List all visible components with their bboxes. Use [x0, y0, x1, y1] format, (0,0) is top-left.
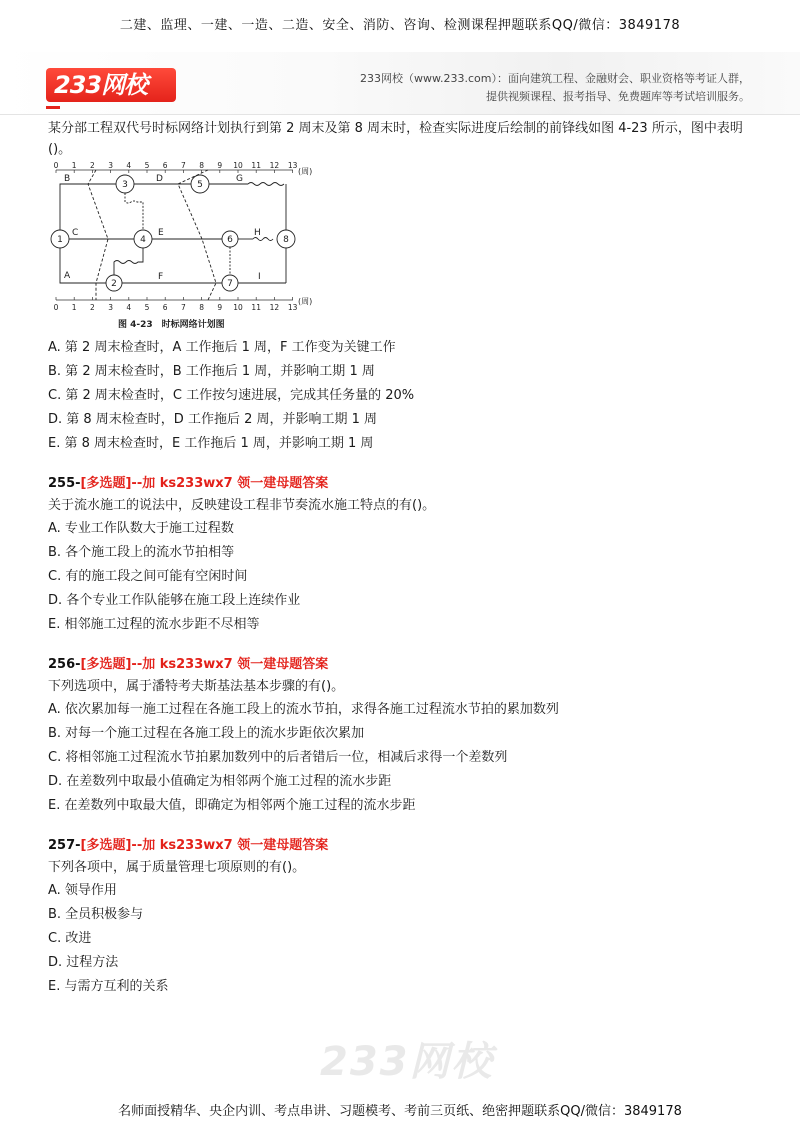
activity-g: G: [236, 174, 243, 184]
node-6: 6: [227, 235, 233, 245]
option-a: A. 领导作用: [48, 883, 117, 898]
axis-tick-label: 8: [199, 303, 204, 312]
figure-caption: 图 4-23 时标网络计划图: [118, 320, 225, 330]
node-1: 1: [57, 235, 63, 245]
logo-text: 233网校: [46, 68, 176, 102]
activity-c: C: [72, 228, 79, 238]
axis-tick-label: 5: [144, 303, 150, 312]
question-tag: [多选题]--加 ks233wx7 领一建母题答案: [80, 476, 329, 491]
logo: [46, 68, 182, 108]
time-scaled-network-svg: [48, 162, 318, 332]
question-255: [48, 473, 760, 637]
node-4: 4: [140, 235, 146, 245]
question-254: [48, 118, 760, 456]
axis-tick-label: 4: [126, 303, 132, 312]
axis-tick-label: 13: [287, 303, 298, 312]
question-stem: 下列选项中，属于潘特考夫斯基法基本步骤的有()。: [48, 679, 345, 694]
page-content: [48, 118, 760, 999]
node-8: 8: [283, 235, 289, 245]
axis-tick-label: 9: [217, 162, 223, 170]
axis-tick-label: 6: [162, 162, 168, 170]
activity-f: F: [158, 272, 164, 282]
question-stem: 下列各项中，属于质量管理七项原则的有()。: [48, 860, 306, 875]
axis-tick-label: 1: [71, 162, 77, 170]
axis-unit-top: (周): [298, 167, 313, 176]
activity-e: E: [158, 228, 164, 238]
option-c: C. 将相邻施工过程流水节拍累加数列中的后者错后一位，相减后求得一个差数列: [48, 750, 508, 765]
option-c: C. 改进: [48, 931, 92, 946]
option-a: A. 依次累加每一施工过程在各施工段上的流水节拍，求得各施工过程流水节拍的累加数列: [48, 702, 559, 717]
question-stem: 关于流水施工的说法中，反映建设工程非节奏流水施工特点的有()。: [48, 498, 436, 513]
axis-tick-label: 9: [217, 303, 223, 312]
page-header: [0, 52, 800, 115]
activity-d: D: [156, 174, 163, 184]
header-desc-line-2: 提供视频课程、报考指导、免费题库等考试培训服务。: [486, 90, 750, 103]
question-number: 257-: [48, 838, 81, 853]
activity-b: B: [64, 174, 71, 184]
axis-tick-label: 8: [199, 162, 204, 170]
node-7: 7: [227, 279, 233, 289]
question-number: 256-: [48, 657, 81, 672]
axis-tick-label: 1: [71, 303, 77, 312]
axis-tick-label: 3: [108, 303, 113, 312]
axis-tick-label: 0: [53, 162, 59, 170]
node-5: 5: [197, 180, 203, 190]
question-title: [48, 835, 760, 857]
activity-h: H: [254, 228, 261, 238]
option-b: B. 对每一个施工过程在各施工段上的流水步距依次累加: [48, 726, 365, 741]
option-e: E. 与需方互利的关系: [48, 979, 169, 994]
activity-i: I: [258, 272, 261, 282]
question-257: [48, 835, 760, 999]
network-diagram: [48, 162, 318, 332]
option-d: D. 在差数列中取最小值确定为相邻两个施工过程的流水步距: [48, 774, 392, 789]
option-b: B. 全员积极参与: [48, 907, 144, 922]
option-b: B. 各个施工段上的流水节拍相等: [48, 545, 235, 560]
top-banner: 二建、监理、一建、一造、二造、安全、消防、咨询、检测课程押题联系QQ/微信：3849178: [119, 18, 681, 33]
axis-tick-label: 11: [251, 162, 261, 170]
axis-tick-label: 0: [53, 303, 59, 312]
node-3: 3: [122, 180, 128, 190]
option-b: B. 第 2 周末检查时，B 工作拖后 1 周，并影响工期 1 周: [48, 364, 375, 379]
axis-tick-label: 10: [233, 303, 243, 312]
option-c: C. 有的施工段之间可能有空闲时间: [48, 569, 248, 584]
axis-tick-label: 6: [162, 303, 168, 312]
axis-tick-label: 5: [144, 162, 150, 170]
axis-tick-label: 4: [126, 162, 132, 170]
axis-tick-label: 13: [287, 162, 298, 170]
axis-tick-label: 2: [90, 162, 95, 170]
activity-a: A: [64, 271, 71, 281]
axis-tick-label: 7: [181, 303, 186, 312]
option-d: D. 各个专业工作队能够在施工段上连续作业: [48, 593, 301, 608]
option-e: E. 第 8 周末检查时，E 工作拖后 1 周，并影响工期 1 周: [48, 436, 374, 451]
axis-tick-label: 11: [251, 303, 261, 312]
header-desc-line-1: 233网校（www.233.com）：面向建筑工程、金融财会、职业资格等考证人群，: [360, 72, 750, 85]
axis-tick-label: 10: [233, 162, 243, 170]
question-256: [48, 654, 760, 818]
header-description: [360, 70, 750, 106]
axis-tick-label: 7: [181, 162, 186, 170]
watermark: 233网校: [320, 1039, 494, 1085]
footer: 名师面授精华、央企内训、考点串讲、习题模考、考前三页纸、绝密押题联系QQ/微信：3849178: [118, 1104, 682, 1119]
axis-tick-label: 12: [269, 162, 280, 170]
question-tag: [多选题]--加 ks233wx7 领一建母题答案: [80, 838, 329, 853]
option-a: A. 专业工作队数大于施工过程数: [48, 521, 234, 536]
question-title: [48, 654, 760, 676]
option-a: A. 第 2 周末检查时，A 工作拖后 1 周，F 工作变为关键工作: [48, 340, 396, 355]
axis-tick-label: 3: [108, 162, 113, 170]
option-e: E. 相邻施工过程的流水步距不尽相等: [48, 617, 260, 632]
question-tag: [多选题]--加 ks233wx7 领一建母题答案: [80, 657, 329, 672]
option-d: D. 第 8 周末检查时，D 工作拖后 2 周，并影响工期 1 周: [48, 412, 378, 427]
axis-tick-label: 2: [90, 303, 95, 312]
logo-underline: [46, 106, 60, 109]
option-c: C. 第 2 周末检查时，C 工作按匀速进展，完成其任务量的 20%: [48, 388, 415, 403]
question-number: 255-: [48, 476, 81, 491]
option-d: D. 过程方法: [48, 955, 119, 970]
question-title: [48, 473, 760, 495]
axis-unit-bottom: (周): [298, 297, 313, 306]
axis-tick-label: 12: [269, 303, 280, 312]
question-stem: 某分部工程双代号时标网络计划执行到第 2 周末及第 8 周末时，检查实际进度后绘制的前锋线如图 4-23 所示，图中表明()。: [48, 121, 743, 157]
node-2: 2: [111, 279, 117, 289]
option-e: E. 在差数列中取最大值，即确定为相邻两个施工过程的流水步距: [48, 798, 416, 813]
